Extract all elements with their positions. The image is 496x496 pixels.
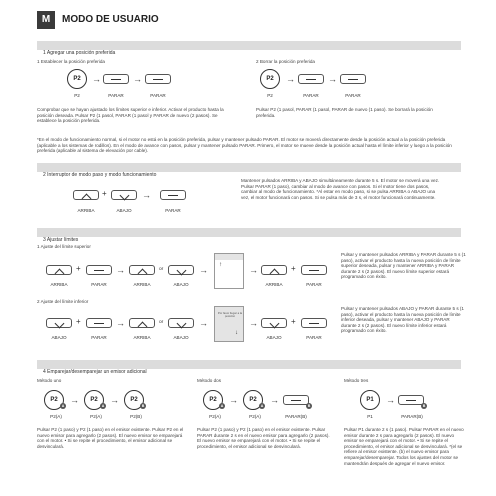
p2-label: P2 <box>74 93 80 98</box>
down-button[interactable] <box>168 265 194 275</box>
arriba-label: ARRIBA <box>265 282 283 287</box>
sec1-left-text: Comprobar que se hayan ajustado los límites superior e inferior. Activar el producto hasta la posición deseada. Pulsar P2 (1 pasol, PARAR (1 pasol y PARAR de nuevo (2 pasos). Se establece la posición preferida. <box>37 107 224 124</box>
arrow-icon: → <box>133 74 142 84</box>
method-one-text: Pulsar P2 (1 paso) y P2 (1 paso) en el emisor existente. Pulsar P2 en el nuevo emisor para agregarlo (2 pasos). El nuevo emisor se emparejará con el motor. • Si se repite el procedimiento, el emisor adicional se desvinculará. <box>37 427 184 449</box>
p1-button[interactable]: P1 <box>360 390 380 410</box>
or-label: or <box>159 320 164 325</box>
plus-icon: + <box>76 264 81 273</box>
arrow-icon: → <box>110 395 119 405</box>
section-bar-4: 4 Emparejar/desemparejar un emisor adicional <box>37 360 461 369</box>
sec1-right-text: Pulsar P2 (1 pasol, PARAR (1 pasol, PARAR de nuevo (1 paso). Se borrará la posición preferida. <box>256 107 433 118</box>
badge-b: B <box>141 404 145 408</box>
arrow-icon: → <box>229 395 238 405</box>
p2b-label: P2(B) <box>130 414 142 419</box>
arrow-icon: → <box>286 74 295 84</box>
arrow-icon: → <box>328 74 337 84</box>
up-button[interactable] <box>73 190 99 200</box>
abajo-label: ABAJO <box>266 335 282 340</box>
page-title: MODO DE USUARIO <box>62 14 159 25</box>
stop-button[interactable] <box>283 395 309 405</box>
parar-label: PARAR <box>345 93 361 98</box>
pararb-label: PARAR(B) <box>285 414 307 419</box>
parar-label: PARAR <box>91 282 107 287</box>
p2-button[interactable]: P2 <box>44 390 64 410</box>
arriba-label: ARRIBA <box>77 208 95 213</box>
arrow-icon: → <box>116 265 125 275</box>
stop-button[interactable] <box>298 74 324 84</box>
badge-a: A <box>61 404 65 408</box>
parar-label: PARAR <box>306 335 322 340</box>
parar-label: PARAR <box>165 208 181 213</box>
parar-label: PARAR <box>303 93 319 98</box>
or-label: or <box>159 267 164 272</box>
stop-button[interactable] <box>86 318 112 328</box>
arrow-icon: → <box>70 395 79 405</box>
up-arrow-marker-icon: ↑ <box>219 262 222 268</box>
stop-button[interactable] <box>398 395 424 405</box>
stop-button[interactable] <box>301 318 327 328</box>
abajo-label: ABAJO <box>116 208 132 213</box>
down-button[interactable] <box>168 318 194 328</box>
sec1-note: *En el modo de funcionamiento normal, si el motor no está en la posición preferida, pulsar y mantener pulsado PARAR. El motor se moverá directamente desde la posición actual a la posición preferida (aplicable a los sistemas de rodillos). En el modo de avance con pasos, pulsar y mantener pulsado PARAR. Primero, el motor se mueve desde la posición actual hasta el límite inferior y luego a la posición preferida (aplicable al sistema de elevación por cable). <box>37 137 452 154</box>
p2-button[interactable]: P2 <box>124 390 144 410</box>
arrow-icon: → <box>386 395 395 405</box>
parar-label: PARAR <box>91 335 107 340</box>
p2-label: P2 <box>267 93 273 98</box>
section-bar-2: 2 Interruptor de modo paso y modo funcionamiento <box>37 163 461 172</box>
up-button[interactable] <box>129 318 155 328</box>
sec3-upper-text: Pulsar y mantener pulsados ARRIBA y PARAR durante 5 s (1 paso), activar el producto hasta la nueva posición de límite superior deseada, pulsar y mantener ARRIBA y PARAR durante 2 s (2 pasos). El nuevo límite superior estará programado con éxito. <box>341 252 466 280</box>
stop-button[interactable] <box>86 265 112 275</box>
p2a-label: P2(A) <box>209 414 221 419</box>
method-two-text: Pulsar P2 (1 paso) y P2 (1 paso) en el emisor existente. Pulsar PARAR durante 2 s en el nuevo emisor para agregarlo (2 pasos). El nuevo emisor se emparejará con el motor. • Si se repite el procedimiento, el emisor adicional se desvinculará. <box>197 427 330 449</box>
up-button[interactable] <box>46 265 72 275</box>
header-badge: M <box>37 11 55 29</box>
p2-button[interactable]: P2 <box>243 390 263 410</box>
method-three-text: Pulsar P1 durante 2 s (1 paso). Pulsar PARAR en el nuevo emisor durante 2 s para agregarlo (2 pasos). El nuevo emisor se emparejará con el motor. • Si se repite el procedimiento, el emisor adicional se desvinculará. *(el se refiere al emisor existente. (b) el nuevo emisor para emparejar/desemparejar. Todos los ajustes del motor se mantendrán después de agregar el nuevo emisor. <box>344 427 464 466</box>
parar-label: PARAR <box>150 93 166 98</box>
arrow-icon: → <box>199 265 208 275</box>
p2-button[interactable]: P2 <box>67 69 87 89</box>
arrow-icon: → <box>270 395 279 405</box>
p2a-label: P2(A) <box>90 414 102 419</box>
shade-window-upper <box>214 253 244 289</box>
badge-a: A <box>260 404 264 408</box>
method-three-title: Método tres <box>344 378 369 383</box>
sec3-upper-title: 1 Ajuste del límite superior <box>37 244 91 249</box>
badge-a: A <box>101 404 105 408</box>
up-button[interactable] <box>261 265 287 275</box>
method-one-title: Método uno <box>37 378 62 383</box>
parar-label: PARAR <box>306 282 322 287</box>
stop-button[interactable] <box>103 74 129 84</box>
badge-b: B <box>422 404 426 408</box>
down-button[interactable] <box>261 318 287 328</box>
plus-icon: + <box>291 317 296 326</box>
arriba-label: ARRIBA <box>133 282 151 287</box>
p2-button[interactable]: P2 <box>260 69 280 89</box>
shade-window-lower: Por favor llegar a la posición <box>214 306 244 342</box>
sec2-text: Mantener pulsados ARRIBA y ABAJO simultáneamente durante 5 s. El motor se moverá una vez. Pulsar PARAR (1 paso), cambiar al modo de avance con pasos. Si el motor tiene dos pasos, cambiar al modo de funcionamiento. *Al estar en modo paso, si se pulsa ARRIBA o ABAJO una vez, el motor funcionará con pasos. Si se pulsa más de 3 s, el motor funcionará continuamente. <box>241 178 440 200</box>
arrow-icon: → <box>142 190 151 200</box>
plus-icon: + <box>76 317 81 326</box>
abajo-label: ABAJO <box>173 335 189 340</box>
section-bar-1: 1 Agregar una posición preferida <box>37 41 461 50</box>
arrow-icon: → <box>92 74 101 84</box>
down-button[interactable] <box>46 318 72 328</box>
p2-button[interactable]: P2 <box>203 390 223 410</box>
abajo-label: ABAJO <box>173 282 189 287</box>
stop-button[interactable] <box>301 265 327 275</box>
sec1-left-title: 1 Establecer la posición preferida <box>37 59 105 64</box>
badge-a: A <box>220 404 224 408</box>
stop-button[interactable] <box>340 74 366 84</box>
sec1-right-title: 2 Borrar la posición preferida <box>256 59 315 64</box>
plus-icon: + <box>102 189 107 198</box>
abajo-label: ABAJO <box>51 335 67 340</box>
method-two-title: Método dos <box>197 378 222 383</box>
parar-label: PARAR <box>108 93 124 98</box>
stop-button[interactable] <box>160 190 186 200</box>
plus-icon: + <box>291 264 296 273</box>
arriba-label: ARRIBA <box>50 282 68 287</box>
down-button[interactable] <box>111 190 137 200</box>
stop-button[interactable] <box>145 74 171 84</box>
p2a-label: P2(A) <box>50 414 62 419</box>
badge-b: B <box>307 404 311 408</box>
arrow-icon: → <box>249 265 258 275</box>
arrow-icon: → <box>116 318 125 328</box>
arrow-icon: → <box>249 318 258 328</box>
section-bar-3: 3 Ajustar límites <box>37 228 461 237</box>
p2-button[interactable]: P2 <box>84 390 104 410</box>
pararb-label: PARAR(B) <box>401 414 423 419</box>
arriba-label: ARRIBA <box>133 335 151 340</box>
sec3-lower-text: Pulsar y mantener pulsados ABAJO y PARAR durante 5 s (1 paso), activar el producto hasta la nueva posición de límite inferior deseada, pulsar y mantener ABAJO y PARAR durante 2 s (2 pasos). El nuevo límite inferior estará programado con éxito. <box>341 306 464 334</box>
p2a-label: P2(A) <box>249 414 261 419</box>
p1-label: P1 <box>367 414 373 419</box>
arrow-icon: → <box>199 318 208 328</box>
up-button[interactable] <box>129 265 155 275</box>
sec3-lower-title: 2 Ajuste del límite inferior <box>37 299 89 304</box>
down-arrow-marker-icon: ↓ <box>235 330 238 336</box>
